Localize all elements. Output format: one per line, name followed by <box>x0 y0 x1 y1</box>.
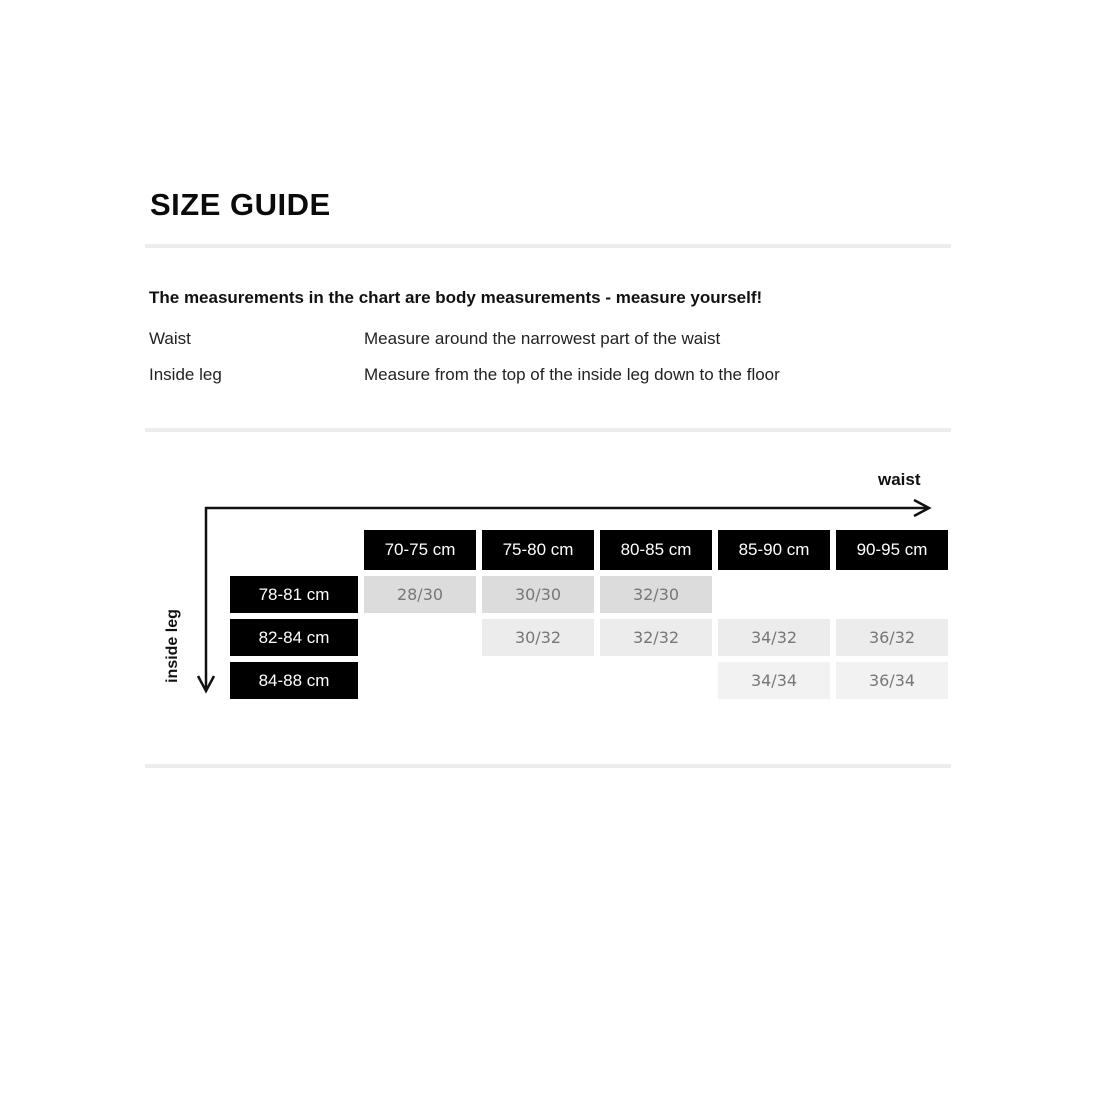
size-cell: 36/32 <box>836 619 948 656</box>
size-cell: 32/30 <box>600 576 712 613</box>
row-header: 84-88 cm <box>230 662 358 699</box>
inside-leg-axis-label: inside leg <box>164 609 181 683</box>
size-cell: 36/34 <box>836 662 948 699</box>
size-cell: 34/32 <box>718 619 830 656</box>
column-header: 80-85 cm <box>600 530 712 570</box>
size-cell: 30/30 <box>482 576 594 613</box>
page-title: SIZE GUIDE <box>150 187 331 222</box>
size-cell: 28/30 <box>364 576 476 613</box>
definition-description-waist: Measure around the narrowest part of the waist <box>364 329 721 348</box>
column-header: 85-90 cm <box>718 530 830 570</box>
divider <box>145 764 951 768</box>
row-header: 78-81 cm <box>230 576 358 613</box>
definition-description-inside-leg: Measure from the top of the inside leg down to the floor <box>364 365 780 384</box>
column-header: 90-95 cm <box>836 530 948 570</box>
row-header: 82-84 cm <box>230 619 358 656</box>
definition-term-inside-leg: Inside leg <box>149 365 222 384</box>
column-header: 70-75 cm <box>364 530 476 570</box>
size-cell: 34/34 <box>718 662 830 699</box>
size-cell: 32/32 <box>600 619 712 656</box>
intro-text: The measurements in the chart are body measurements - measure yourself! <box>149 288 763 307</box>
waist-axis-label: waist <box>878 470 921 489</box>
definition-term-waist: Waist <box>149 329 191 348</box>
size-cell: 30/32 <box>482 619 594 656</box>
column-header: 75-80 cm <box>482 530 594 570</box>
